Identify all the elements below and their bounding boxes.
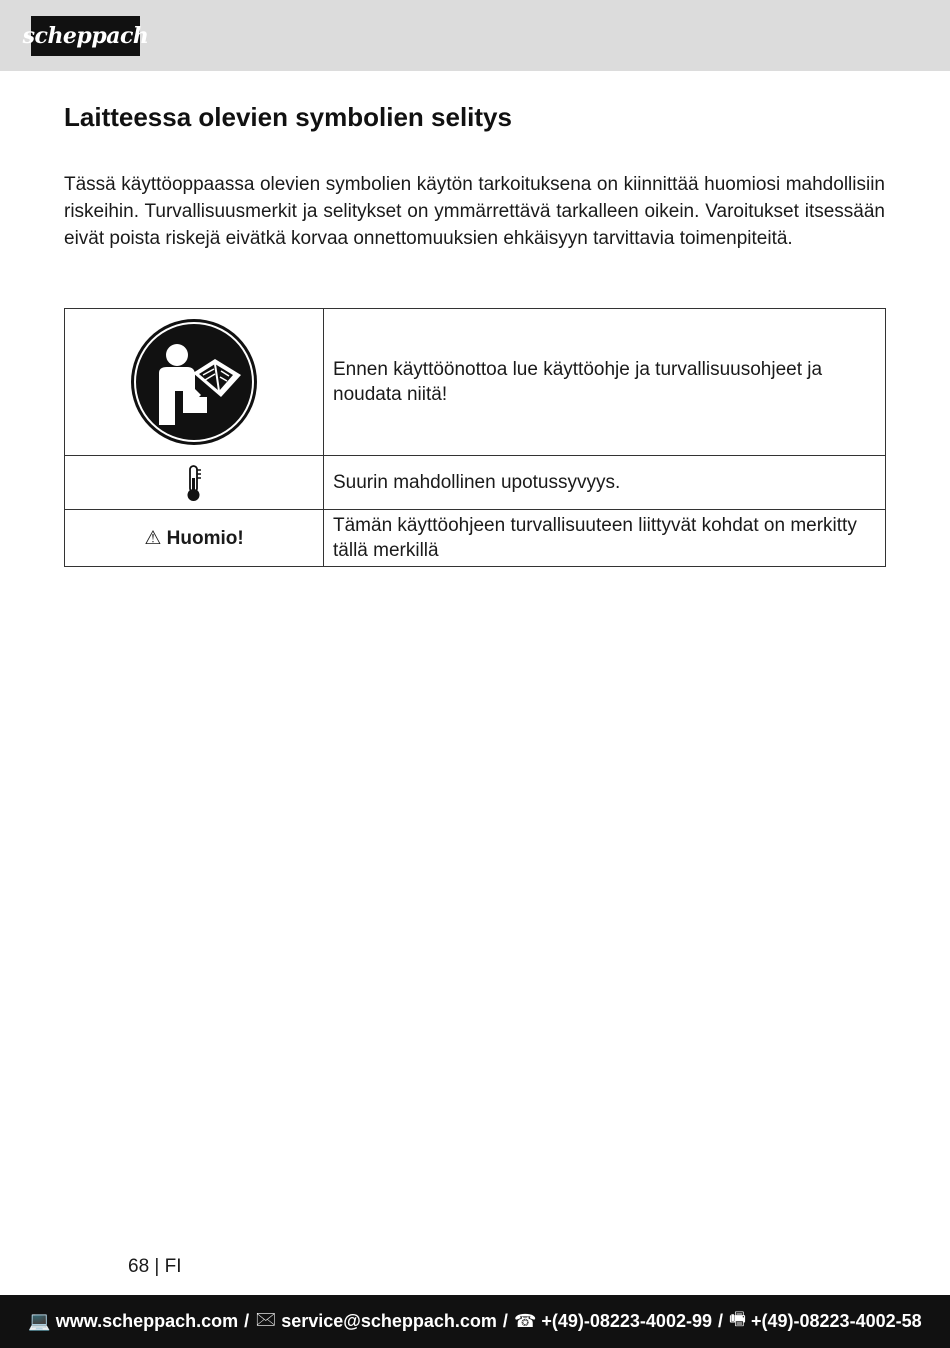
- symbol-description: Suurin mahdollinen upotussyvyys.: [324, 456, 886, 510]
- symbol-cell: [65, 456, 324, 510]
- footer-separator: /: [244, 1311, 250, 1331]
- fax-icon: 🖷: [729, 1308, 746, 1329]
- brand-logo: [22, 16, 149, 56]
- logo-text: scheppach: [22, 23, 149, 49]
- page-footer: [0, 1295, 950, 1348]
- read-manual-icon: [129, 317, 259, 447]
- table-row: [65, 456, 886, 510]
- footer-separator: /: [502, 1311, 508, 1331]
- footer-website[interactable]: www.scheppach.com: [55, 1311, 239, 1331]
- symbol-cell: [65, 309, 324, 456]
- intro-paragraph: Tässä käyttöoppaassa olevien symbolien käytön tarkoituksena on kiinnittää huomiosi mahdollisiin riskeihin. Turvallisuusmerkit ja selitykset on ymmärrettävä tarkalleen oikein. Varoitukset itsessään eivät poista riskejä eivätkä korvaa onnettomuuksien ehkäisyyn tarvittavia toimenpiteitä.: [64, 174, 885, 249]
- footer-phone: +(49)-08223-4002-99: [541, 1311, 712, 1331]
- footer-separator: /: [717, 1311, 723, 1331]
- page-number-separator: |: [154, 1256, 160, 1277]
- computer-icon: 💻: [28, 1311, 51, 1331]
- table-row: [65, 309, 886, 456]
- page-number-value: 68: [128, 1256, 150, 1277]
- page-number: [128, 1256, 182, 1278]
- phone-icon: ☎: [513, 1311, 537, 1331]
- page-header: [0, 0, 950, 71]
- symbol-description: Tämän käyttöohjeen turvallisuuteen liittyvät kohdat on merkitty tällä merkillä: [324, 510, 886, 567]
- symbols-table: [64, 308, 886, 567]
- warning-label: Huomio!: [166, 527, 244, 549]
- mail-icon: 🖂: [255, 1308, 277, 1329]
- warning-triangle-icon: ⚠: [144, 527, 162, 549]
- footer-fax: +(49)-08223-4002-58: [751, 1311, 922, 1331]
- thermometer-depth-icon: [184, 464, 204, 502]
- symbol-description: Ennen käyttöönottoa lue käyttöohje ja turvallisuusohjeet ja noudata niitä!: [324, 309, 886, 456]
- footer-email[interactable]: service@scheppach.com: [281, 1311, 497, 1331]
- page-language: FI: [164, 1256, 182, 1277]
- table-row: [65, 510, 886, 567]
- symbol-cell: [65, 510, 324, 567]
- page-title: Laitteessa olevien symbolien selitys: [64, 102, 512, 132]
